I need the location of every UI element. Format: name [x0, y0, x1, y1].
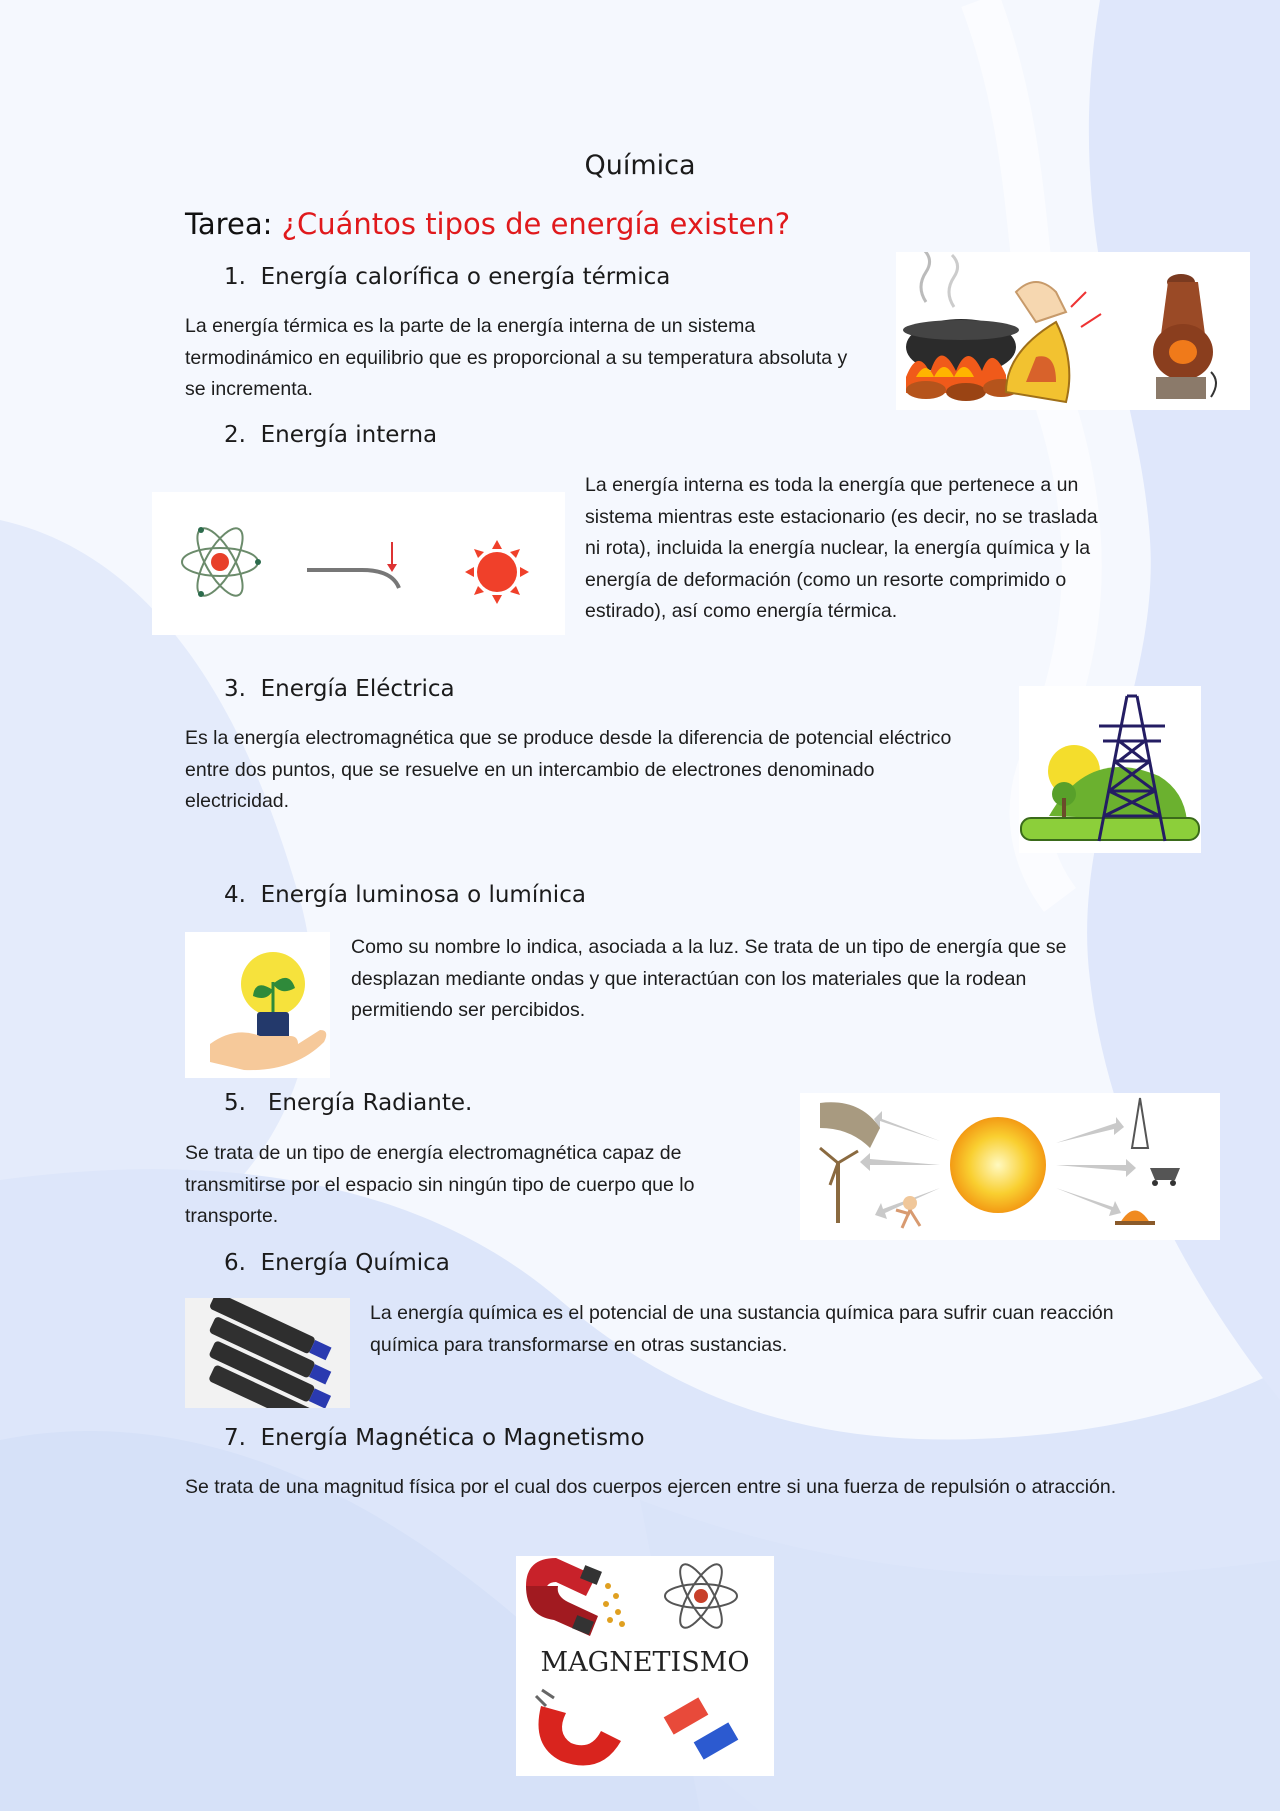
section-text-4: Como su nombre lo indica, asociada a la luz. Se trata de un tipo de energía que se desplazan mediante ondas y que interactúan con los materiales que la rodean permitiendo ser percibidos. — [351, 936, 1067, 1021]
section-heading-5 — [224, 1090, 472, 1116]
section-number: 2. — [224, 422, 246, 448]
magnetism-illustration — [516, 1556, 774, 1776]
section-text-7: Se trata de una magnitud física por el cual dos cuerpos ejercen entre si una fuerza de repulsión o atracción. — [185, 1476, 1117, 1498]
internal-energy-illustration — [152, 492, 565, 635]
section-number: 3. — [224, 676, 246, 702]
section-heading-3 — [224, 676, 455, 702]
section-text-1: La energía térmica es la parte de la energía interna de un sistema termodinámico en equilibrio que es proporcional a su temperatura absoluta y se incrementa. — [185, 315, 848, 400]
lightbulb-plant-icon — [185, 932, 330, 1078]
section-number: 4. — [224, 882, 246, 908]
section-text-2: La energía interna es toda la energía que pertenece a un sistema mientras este estacionario (es decir, no se traslada ni rota), incluida la energía nuclear, la energía química y la energía de deformación (como un resorte comprimido o estirado), así como energía térmica. — [585, 474, 1098, 622]
section-title: Energía Química — [260, 1250, 450, 1276]
section-text-5: Se trata de un tipo de energía electromagnética capaz de transmitirse por el espacio sin ningún tipo de cuerpo que lo transporte. — [185, 1142, 695, 1227]
section-heading-2 — [224, 422, 437, 448]
magnet-image-caption: MAGNETISMO — [540, 1647, 750, 1678]
magnet-icon — [526, 1558, 625, 1636]
section-number: 7. — [224, 1425, 246, 1451]
sun-icon — [465, 540, 529, 604]
assignment-title — [185, 207, 790, 241]
thermal-energy-illustration — [896, 252, 1250, 410]
section-heading-6 — [224, 1250, 450, 1276]
section-heading-4 — [224, 882, 586, 908]
section-number: 1. — [224, 264, 246, 290]
section-text-3: Es la energía electromagnética que se produce desde la diferencia de potencial eléctrico entre dos puntos, que se resuelve en un intercambio de electrones denominado electricidad. — [185, 727, 952, 812]
section-title: Energía luminosa o lumínica — [260, 882, 586, 908]
section-title: Energía Eléctrica — [260, 676, 455, 702]
section-number: 5. — [224, 1090, 246, 1116]
power-tower-illustration — [1019, 686, 1201, 853]
section-heading-1 — [224, 264, 670, 290]
section-title: Energía interna — [260, 422, 438, 448]
radiant-sun-illustration — [800, 1093, 1220, 1240]
batteries-illustration — [185, 1298, 350, 1408]
assignment-question: ¿Cuántos tipos de energía existen? — [281, 207, 791, 241]
section-text-6: La energía química es el potencial de una sustancia química para sufrir cuan reacción química para transformarse en otras sustancias. — [370, 1302, 1114, 1356]
page-title: Química — [584, 150, 696, 181]
section-title: Energía Radiante. — [267, 1090, 473, 1116]
atom-icon — [182, 522, 261, 602]
assignment-label: Tarea: — [185, 207, 273, 241]
section-title: Energía Magnética o Magnetismo — [260, 1425, 645, 1451]
section-heading-7 — [224, 1425, 645, 1451]
section-number: 6. — [224, 1250, 246, 1276]
section-title: Energía calorífica o energía térmica — [260, 264, 671, 290]
